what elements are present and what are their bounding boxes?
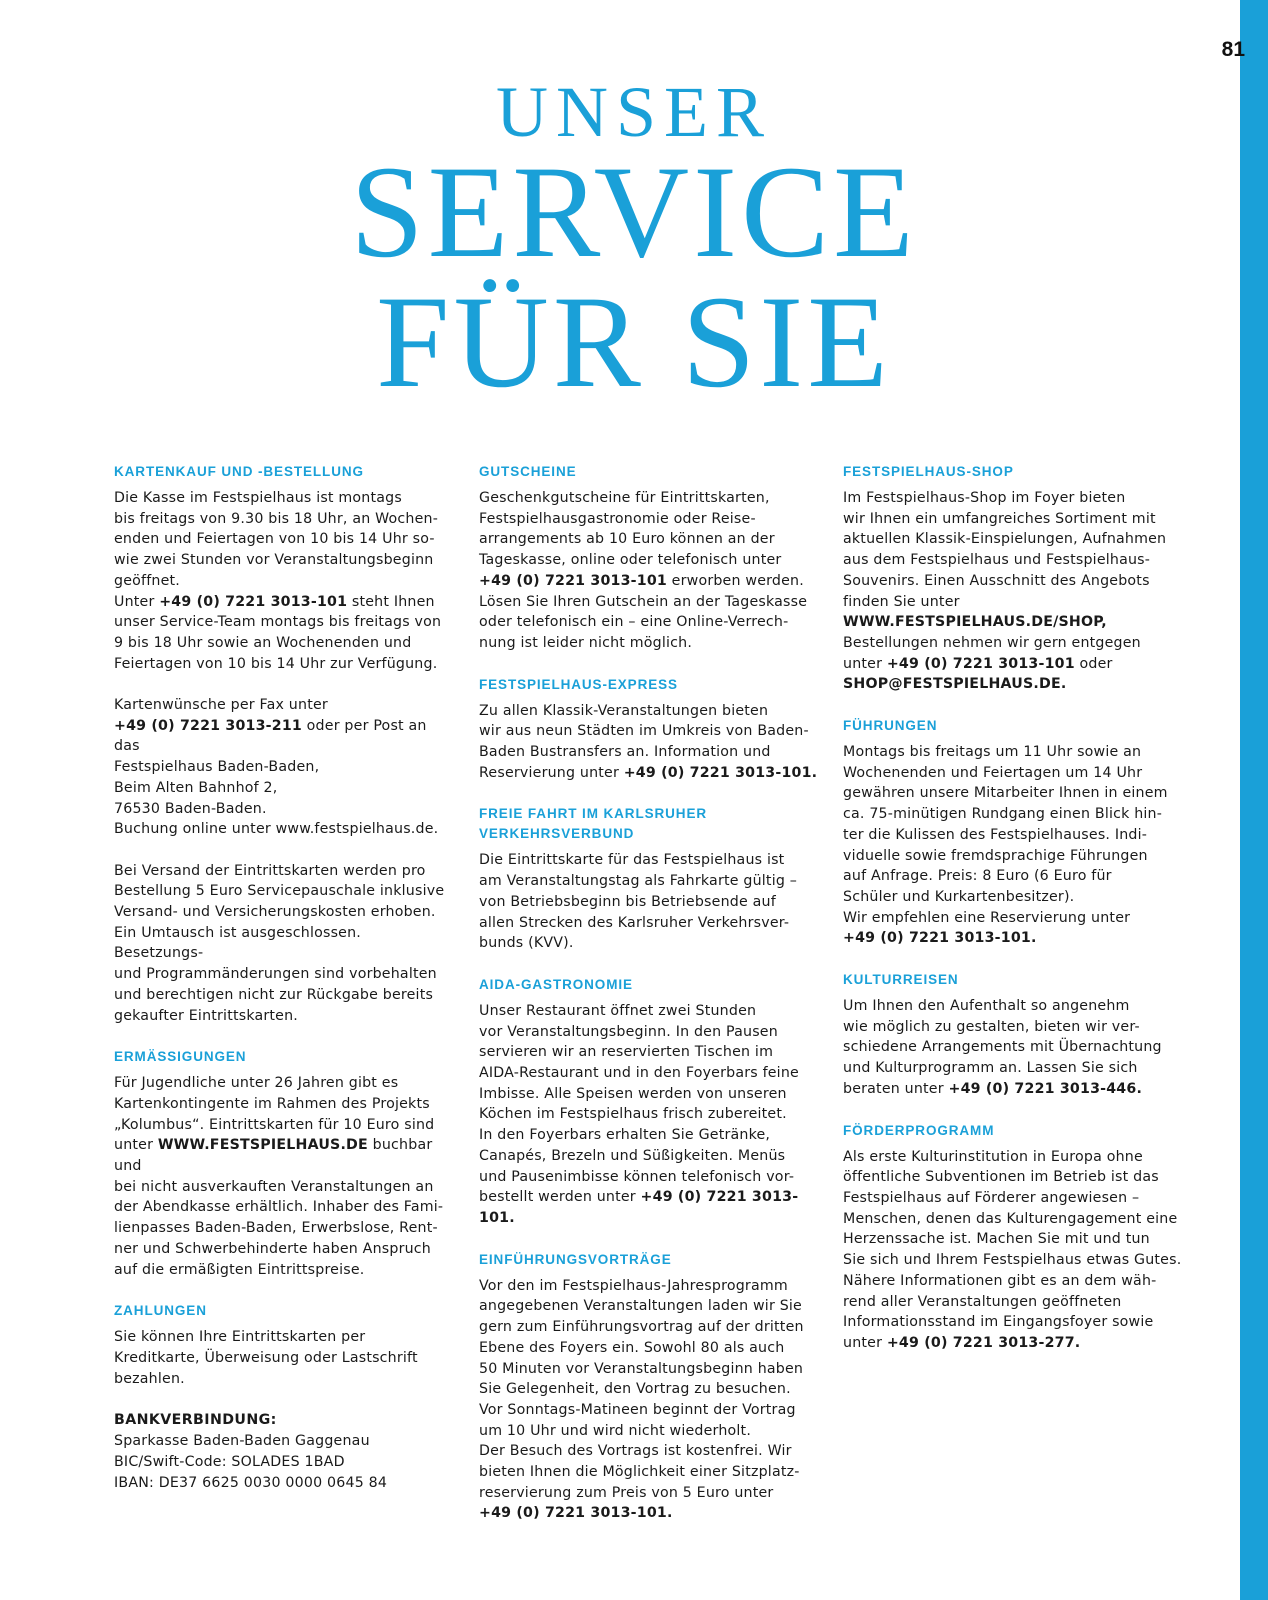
fax-number: +49 (0) 7221 3013-211	[114, 717, 302, 734]
section-heading: ZAHLUNGEN	[114, 1303, 207, 1319]
section-einfuehrung	[479, 1250, 819, 1524]
page-number: 81	[1221, 38, 1245, 61]
paragraph: Als erste Kulturinstitution in Europa ohne öffentliche Subventionen im Betrieb ist das Festspielhaus auf Förderer angewiesen – Menschen, denen das Kulturengagement eine Herzenssache ist. Machen Sie mit und tun Sie sich und Ihrem Festspielhaus etwas Gutes. Nähere Informationen gibt es an dem wäh- rend aller Veranstaltungen geöffneten Informationsstand im Eingangsfoyer sowie unter +49 (0) 7221 3013-277.	[843, 1148, 1182, 1351]
phone-number: +49 (0) 7221 3013-101.	[479, 1505, 673, 1522]
phone-number: +49 (0) 7221 3013-101.	[623, 764, 818, 781]
section-freie-fahrt	[479, 804, 819, 954]
section-heading: FREIE FAHRT IM KARLSRUHER VERKEHRSVERBUND	[479, 806, 707, 842]
title-line-2: SERVICE	[350, 138, 918, 285]
section-heading: KARTENKAUF UND -BESTELLUNG	[114, 464, 364, 479]
paragraph: Die Kasse im Festspielhaus ist montags bis freitags von 9.30 bis 18 Uhr, an Wochen- enden und Feiertagen von 10 bis 14 Uhr so- wie zwei Stunden vor Veranstaltungsbeginn geöffnet. Unter +49 (0) 7221 3013-101 steht Ihnen unser Service-Team montags bis freitags von 9 bis 18 Uhr sowie an Wochenenden und Feiertagen von 10 bis 14 Uhr zur Verfügung.	[114, 490, 442, 672]
section-ermaessigungen	[114, 1047, 454, 1280]
paragraph: Die Eintrittskarte für das Festspielhaus ist am Veranstaltungstag als Fahrkarte gültig – von Betriebsbeginn bis Betriebsende auf allen Strecken des Karlsruher Verkehrsver- bunds (KVV).	[479, 852, 798, 952]
section-express	[479, 675, 819, 784]
section-heading: GUTSCHEINE	[479, 464, 577, 479]
paragraph: Geschenkgutscheine für Eintrittskarten, Festspielhausgastronomie oder Reise- arrangements ab 10 Euro können an der Tageskasse, online oder telefonisch unter +49 (0) 7221 3013-101 erworben werden. Lösen Sie Ihren Gutschein an der Tageskasse oder telefonisch ein – eine Online-Verrech- nung ist leider nicht möglich.	[479, 490, 808, 651]
column-right	[843, 462, 1183, 1375]
shop-url: WWW.FESTSPIELHAUS.DE/SHOP,	[843, 614, 1107, 631]
section-heading: FESTSPIELHAUS-EXPRESS	[479, 676, 678, 692]
paragraph: Montags bis freitags um 11 Uhr sowie an Wochenenden und Feiertagen um 14 Uhr gewähren unsere Mitarbeiter Ihnen in einem ca. 75-minütigen Rundgang einen Blick hin- ter die Kulissen des Festspielhauses. Indi- viduelle sowie fremdsprachige Führungen auf Anfrage. Preis: 8 Euro (6 Euro für Schüler und Kurkartenbesitzer). Wir empfehlen eine Reservierung unter +49 (0) 7221 3013-101.	[843, 744, 1168, 947]
bank-heading: BANKVERBINDUNG:	[114, 1412, 277, 1429]
phone-number: +49 (0) 7221 3013-101.	[479, 1189, 799, 1226]
section-bankverbindung	[114, 1410, 454, 1493]
paragraph: Bei Versand der Eintrittskarten werden pro Bestellung 5 Euro Servicepauschale inklusive Versand- und Versicherungskosten erhoben. Ein Umtausch ist ausgeschlossen. Besetzungs- und Programmänderungen sind vorbehalten und berechtigen nicht zur Rückgabe bereits gekaufter Eintrittskarten.	[114, 862, 445, 1024]
paragraph: Sie können Ihre Eintrittskarten per Kreditkarte, Überweisung oder Lastschrift bezahlen.	[114, 1329, 418, 1387]
shop-email: SHOP@FESTSPIELHAUS.DE.	[843, 676, 1067, 693]
title-line-3: FÜR SIE	[376, 268, 892, 415]
phone-number: +49 (0) 7221 3013-101	[159, 593, 348, 610]
paragraph: Für Jugendliche unter 26 Jahren gibt es Kartenkontingente im Rahmen des Projekts „Kolumbus“. Eintrittskarten für 10 Euro sind unter WWW.FESTSPIELHAUS.DE buchbar und bei nicht ausverkauften Veranstaltungen an der Abendkasse erhältlich. Inhaber des Fami- lienpasses Baden-Baden, Erwerbslose, Rent- ner und Schwerbehinderte haben Anspruch auf die ermäßigten Eintrittspreise.	[114, 1075, 444, 1278]
column-left	[114, 462, 454, 1514]
paragraph: Vor den im Festspielhaus-Jahresprogramm angegebenen Veranstaltungen laden wir Sie gern zum Einführungsvortrag auf der dritten Ebene des Foyers ein. Sowohl 80 als auch 50 Minuten vor Veranstaltungsbeginn haben Sie Gelegenheit, den Vortrag zu besuchen. Vor Sonntags-Matineen beginnt der Vortrag um 10 Uhr und wird nicht wiederholt. Der Besuch des Vortrags ist kostenfrei. Wir bieten Ihnen die Möglichkeit einer Sitzplatz- reservierung zum Preis von 5 Euro unter +49 (0) 7221 3013-101.	[479, 1277, 804, 1522]
bank-details: Sparkasse Baden-Baden Gaggenau BIC/Swift-Code: SOLADES 1BAD IBAN: DE37 6625 0030 0000 0645 84	[114, 1433, 388, 1491]
section-kartenkauf	[114, 462, 454, 1026]
paragraph: Im Festspielhaus-Shop im Foyer bieten wir Ihnen ein umfangreiches Sortiment mit aktuellen Klassik-Einspielungen, Aufnahmen aus dem Festspielhaus und Festspielhaus- Souvenirs. Einen Ausschnitt des Angebots finden Sie unter WWW.FESTSPIELHAUS.DE/SHOP, Bestellungen nehmen wir gern entgegen unter +49 (0) 7221 3013-101 oder SHOP@FESTSPIELHAUS.DE.	[843, 490, 1167, 693]
phone-number: +49 (0) 7221 3013-101	[479, 572, 667, 589]
section-heading: FÜHRUNGEN	[843, 718, 938, 734]
section-fuehrungen	[843, 716, 1183, 949]
paragraph: Um Ihnen den Aufenthalt so angenehm wie möglich zu gestalten, bieten wir ver- schiedene Arrangements mit Übernachtung und Kulturprogramm an. Lassen Sie sich beraten unter +49 (0) 7221 3013-446.	[843, 998, 1162, 1097]
phone-number: +49 (0) 7221 3013-101	[886, 655, 1075, 672]
section-zahlungen	[114, 1301, 454, 1389]
section-heading: ERMÄSSIGUNGEN	[114, 1049, 247, 1065]
section-heading: KULTURREISEN	[843, 972, 959, 988]
phone-number: +49 (0) 7221 3013-101.	[843, 930, 1037, 947]
paragraph: Unser Restaurant öffnet zwei Stunden vor Veranstaltungsbeginn. In den Pausen servieren wir an reservierten Tischen im AIDA-Restaurant und in den Foyerbars feine Imbisse. Alle Speisen werden von unseren Köchen im Festspielhaus frisch zubereitet. In den Foyerbars erhalten Sie Getränke, Canapés, Brezeln und Süßigkeiten. Menüs und Pausenimbisse können telefonisch vor- bestellt werden unter +49 (0) 7221 3013-101.	[479, 1002, 799, 1226]
section-kulturreisen	[843, 970, 1183, 1100]
title-line-1: UNSER	[495, 72, 773, 152]
phone-number: +49 (0) 7221 3013-277.	[886, 1334, 1081, 1351]
section-heading: AIDA-GASTRONOMIE	[479, 976, 633, 992]
section-aida	[479, 975, 819, 1229]
paragraph: Zu allen Klassik-Veranstaltungen bieten wir aus neun Städten im Umkreis von Baden- Baden Bustransfers an. Information und Reservierung unter +49 (0) 7221 3013-101.	[479, 702, 818, 781]
section-foerderprogramm	[843, 1121, 1183, 1354]
section-shop	[843, 462, 1183, 695]
column-middle	[479, 462, 819, 1545]
website-link: WWW.FESTSPIELHAUS.DE	[157, 1137, 368, 1154]
section-heading: FESTSPIELHAUS-SHOP	[843, 464, 1014, 479]
phone-number: +49 (0) 7221 3013-446.	[948, 1080, 1143, 1097]
paragraph: Kartenwünsche per Fax unter +49 (0) 7221 3013-211 oder per Post an das Festspielhaus Baden-Baden, Beim Alten Bahnhof 2, 76530 Baden-Baden. Buchung online unter www.festspielhaus.de.	[114, 697, 439, 838]
section-gutscheine	[479, 462, 819, 654]
section-heading: EINFÜHRUNGSVORTRÄGE	[479, 1251, 672, 1267]
section-heading: FÖRDERPROGRAMM	[843, 1122, 995, 1138]
